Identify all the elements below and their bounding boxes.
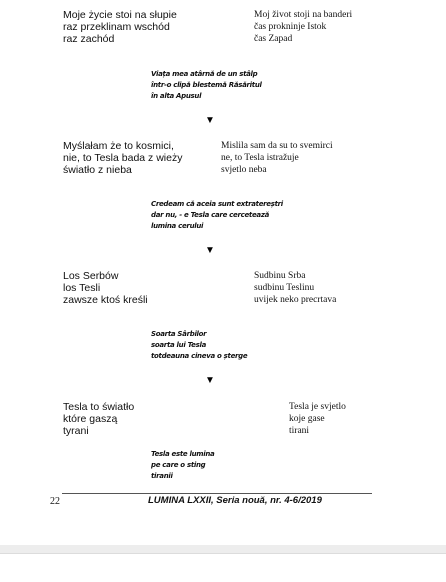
text-line: Soarta Sârbilor	[151, 330, 207, 338]
text-line: pe care o sting	[151, 461, 206, 469]
stanza-3-serbian	[254, 270, 336, 306]
down-arrow-icon: ▼	[205, 375, 215, 386]
text-line: într-o clipă blestemă Răsăritul	[151, 81, 262, 89]
text-line: Los Serbów	[63, 270, 119, 282]
text-line: Viața mea atârnă de un stâlp	[151, 70, 258, 78]
text-line: światło z nieba	[63, 164, 132, 176]
text-line: Moj život stoji na banderi	[254, 10, 353, 20]
stanza-4-romanian	[151, 449, 214, 482]
text-line: tirani	[289, 426, 310, 436]
text-line: Credeam că aceia sunt extratereștri	[151, 200, 283, 208]
text-line: svjetlo neba	[221, 165, 267, 175]
text-line: dar nu, - e Tesla care cercetează	[151, 211, 270, 219]
stanza-3-romanian	[151, 329, 247, 362]
stanza-2-romanian	[151, 199, 283, 232]
text-line: Tesla je svjetlo	[289, 402, 346, 412]
text-line: los Tesli	[63, 282, 101, 294]
next-page	[0, 553, 446, 582]
text-line: nie, to Tesla bada z wieży	[63, 152, 183, 164]
text-line: Moje życie stoi na słupie	[63, 9, 177, 21]
text-line: koje gase	[289, 414, 325, 424]
text-line: Myślałam że to kosmici,	[63, 140, 174, 152]
text-line: čas Zapad	[254, 34, 293, 44]
stanza-2-polish	[63, 140, 182, 176]
text-line: în alta Apusul	[151, 92, 202, 100]
stanza-4-polish	[63, 401, 134, 437]
text-line: które gaszą	[63, 413, 118, 425]
text-line: Sudbinu Srba	[254, 271, 306, 281]
journal-citation: LUMINA LXXII, Seria nouă, nr. 4-6/2019	[148, 495, 322, 506]
stanza-3-polish	[63, 270, 148, 306]
text-line: ne, to Tesla istražuje	[221, 153, 299, 163]
text-line: raz przeklinam wschód	[63, 21, 170, 33]
text-line: totdeauna cineva o șterge	[151, 352, 248, 360]
text-line: Tesla este lumina	[151, 450, 215, 458]
text-line: Mislila sam da su to svemirci	[221, 141, 333, 151]
stanza-2-serbian	[221, 140, 333, 176]
down-arrow-icon: ▼	[205, 245, 215, 256]
text-line: raz zachód	[63, 33, 115, 45]
down-arrow-icon: ▼	[205, 115, 215, 126]
text-line: lumina cerului	[151, 222, 204, 230]
text-line: čas prokninje Istok	[254, 22, 327, 32]
text-line: soarta lui Tesla	[151, 341, 206, 349]
stanza-1-romanian	[151, 69, 262, 102]
page-number: 22	[50, 496, 60, 507]
text-line: uvijek neko precrtava	[254, 295, 337, 305]
text-line: zawsze ktoś kreśli	[63, 294, 148, 306]
text-line: Tesla to światło	[63, 401, 135, 413]
next-page-edge	[0, 545, 446, 581]
stanza-1-polish	[63, 9, 177, 45]
stanza-1-serbian	[254, 9, 352, 45]
text-line: sudbinu Teslinu	[254, 283, 315, 293]
stanza-4-serbian	[289, 401, 346, 437]
footer-rule	[62, 493, 372, 494]
text-line: tiranii	[151, 472, 173, 480]
text-line: tyrani	[63, 425, 89, 437]
